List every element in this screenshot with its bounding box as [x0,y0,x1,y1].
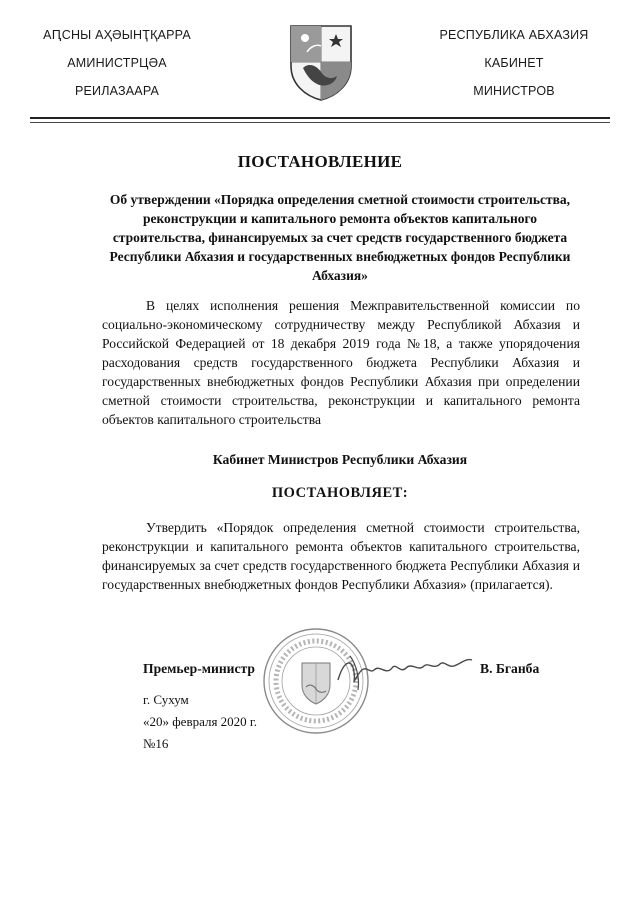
header-left-line-3: РЕИЛАЗААРА [74,84,160,98]
document-title: ПОСТАНОВЛЕНИЕ [237,152,403,171]
decision-paragraph: Утвердить «Порядок определения сметной стоимости строительства, реконструкции и капитального ремонта объектов капитального строительства, финансируемых за счет средств государственного бюджета Республики Абхазия и государственных внебюджетных фондов Республики Абхазия» (прилагается). [102,520,580,592]
signatory-name: В. Бганба [480,661,540,676]
date-of-issue: «20» февраля 2020 г. [143,714,258,729]
header-left-line-2: АМИНИСТРЦӘА [67,56,167,70]
header-right-line-2: КАБИНЕТ [484,56,544,70]
preamble-paragraph: В целях исполнения решения Межправительственной комиссии по социально-экономическому сотрудничеству между Республикой Абхазия и Российской Федерацией от 18 декабря 2019 года №18, а также упорядочения расходования средств государственного бюджета Республики Абхазия и государственных внебюджетных фондов Республики Абхазия при определении сметной стоимости строительства, реконструкции и капитального ремонта объектов капитального строительства [102,298,580,427]
coat-of-arms-icon [285,22,357,102]
header-russian [414,28,614,112]
issuing-body: Кабинет Министров Республики Абхазия [212,452,468,467]
signatory-position: Премьер-министр [143,661,255,676]
document-number: №16 [143,736,169,751]
header-right-line-3: МИНИСТРОВ [473,84,555,98]
place-of-issue: г. Сухум [143,692,189,707]
handwritten-signature-icon [330,650,480,695]
header-abkhaz [17,28,217,112]
resolves-heading: ПОСТАНОВЛЯЕТ: [271,485,409,501]
header-right-line-1: РЕСПУБЛИКА АБХАЗИЯ [439,28,589,42]
header-divider-thick [30,117,610,119]
document-subject: Об утверждении «Порядка определения сметной стоимости строительства, реконструкции и капитального ремонта объектов капитального строительства, финансируемых за счет средств государственного бюджета Республики Абхазия и государственных внебюджетных фондов Республики Абхазия» [109,192,571,283]
header-left-line-1: АԤСНЫ АҲӘЫНҬҚАРРА [43,28,191,42]
header-divider-thin [30,122,610,123]
